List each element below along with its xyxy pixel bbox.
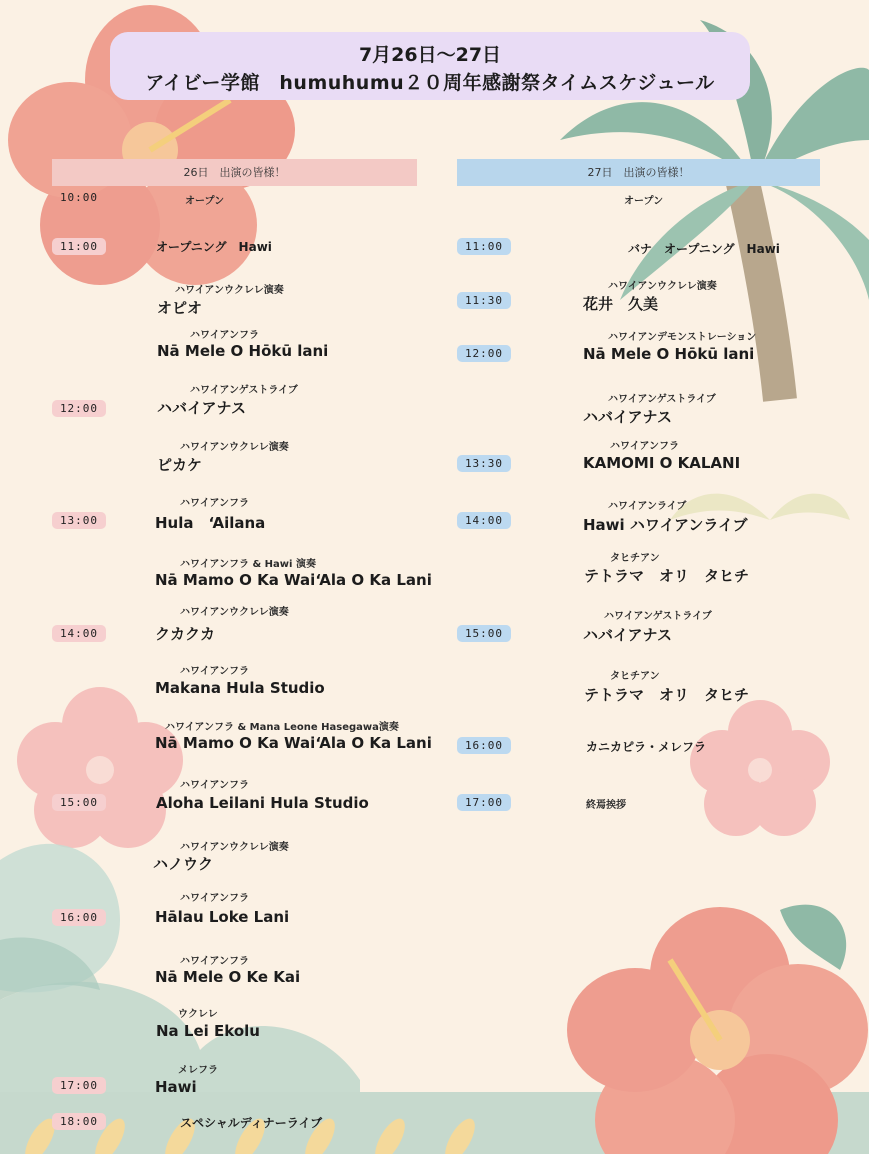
day26-entry-17-name: スペシャルディナーライブ [180, 1116, 323, 1130]
day26-entry-11-name: Aloha Leilani Hula Studio [156, 794, 369, 812]
day26-entry-8-genre: ハワイアンウクレレ演奏 [180, 607, 289, 618]
day26-entry-16-genre: メレフラ [178, 1065, 218, 1076]
day26-entry-12-name: ハノウク [153, 855, 214, 873]
day27-time-1100: 11:00 [457, 238, 511, 255]
day26-entry-14-genre: ハワイアンフラ [180, 956, 249, 967]
day27-entry-10-name: カニカピラ・メレフラ [586, 740, 707, 754]
day26-entry-9-genre: ハワイアンフラ [180, 666, 249, 677]
day26-entry-7-name: Nā Mamo O Ka Wai‘Ala O Ka Lani [155, 571, 432, 589]
day27-entry-4-genre: ハワイアンゲストライブ [608, 394, 716, 405]
day27-time-1500: 15:00 [457, 625, 511, 642]
day27-entry-4-name: ハバイアナス [583, 408, 672, 426]
day26-entry-3-genre: ハワイアンフラ [190, 330, 259, 341]
day27-entry-8-name: ハバイアナス [583, 626, 672, 644]
event-dates: 7月26日～27日 [358, 44, 502, 66]
day27-entry-1-name: バナ オープニング Hawi [628, 242, 780, 256]
day27-entry-5-genre: ハワイアンフラ [610, 441, 679, 452]
day26-entry-10-name: Nā Mamo O Ka Wai‘Ala O Ka Lani [155, 734, 432, 752]
day26-entry-6-genre: ハワイアンフラ [180, 498, 249, 509]
title-banner [110, 32, 750, 100]
day26-entry-4-genre: ハワイアンゲストライブ [190, 385, 298, 396]
day26-entry-2-genre: ハワイアンウクレレ演奏 [175, 285, 284, 296]
day27-entry-7-name: テトラマ オリ タヒチ [584, 567, 750, 585]
day26-time-1100: 11:00 [52, 238, 106, 255]
day26-entry-9-name: Makana Hula Studio [155, 679, 325, 697]
day26-time-1600: 16:00 [52, 909, 106, 926]
day27-entry-9-name: テトラマ オリ タヒチ [584, 686, 750, 704]
day26-entry-4-name: ハバイアナス [157, 399, 246, 417]
day26-time-1000: 10:00 [59, 191, 99, 204]
day26-entry-12-genre: ハワイアンウクレレ演奏 [180, 842, 289, 853]
day26-entry-13-name: Hālau Loke Lani [155, 908, 290, 926]
day27-entry-7-genre: タヒチアン [610, 553, 660, 564]
day27-time-1130: 11:30 [457, 292, 511, 309]
day26-entry-3-name: Nā Mele O Hōkū lani [157, 342, 329, 360]
day26-entry-14-name: Nā Mele O Ke Kai [155, 968, 301, 986]
day27-time-1700: 17:00 [457, 794, 511, 811]
day27-entry-0-genre: オープン [624, 196, 664, 207]
day26-entry-11-genre: ハワイアンフラ [180, 780, 249, 791]
day27-entry-2-genre: ハワイアンウクレレ演奏 [608, 281, 717, 292]
day26-header: 26日 出演の皆様！ [52, 159, 417, 186]
day27-entry-3-genre: ハワイアンデモンストレーション [608, 332, 757, 343]
day26-entry-13-genre: ハワイアンフラ [180, 893, 249, 904]
event-title: アイビー学館 humuhumu２０周年感謝祭タイムスケジュール [145, 72, 715, 94]
day27-entry-5-name: KAMOMI O KALANI [583, 454, 741, 472]
day26-entry-6-name: Hula ‘Ailana [155, 514, 266, 532]
day27-entry-11-name: 終焉挨拶 [586, 800, 626, 811]
day27-time-1400: 14:00 [457, 512, 511, 529]
day26-time-1400: 14:00 [52, 625, 106, 642]
day26-time-1500: 15:00 [52, 794, 106, 811]
day27-entry-3-name: Nā Mele O Hōkū lani [583, 345, 755, 363]
day26-entry-2-name: オピオ [157, 299, 203, 317]
day26-entry-10-genre: ハワイアンフラ & Mana Leone Hasegawa演奏 [165, 722, 399, 733]
day27-time-1200: 12:00 [457, 345, 511, 362]
day27-entry-6-name: Hawi ハワイアンライブ [583, 516, 748, 534]
day27-time-1330: 13:30 [457, 455, 511, 472]
day27-entry-2-name: 花井 久美 [583, 295, 659, 313]
day26-time-1300: 13:00 [52, 512, 106, 529]
day27-entry-8-genre: ハワイアンゲストライブ [604, 611, 712, 622]
day26-entry-16-name: Hawi [155, 1078, 197, 1096]
day26-entry-15-genre: ウクレレ [178, 1009, 218, 1020]
day27-entry-9-genre: タヒチアン [610, 671, 660, 682]
day27-header: 27日 出演の皆様！ [457, 159, 820, 186]
day26-entry-5-genre: ハワイアンウクレレ演奏 [180, 442, 289, 453]
day27-time-1600: 16:00 [457, 737, 511, 754]
day26-time-1200: 12:00 [52, 400, 106, 417]
day26-entry-7-genre: ハワイアンフラ & Hawi 演奏 [180, 559, 316, 570]
day26-entry-15-name: Na Lei Ekolu [156, 1022, 260, 1040]
day26-time-1800: 18:00 [52, 1113, 106, 1130]
day27-entry-6-genre: ハワイアンライブ [608, 501, 687, 512]
day26-entry-5-name: ピカケ [157, 456, 203, 474]
day26-time-1700: 17:00 [52, 1077, 106, 1094]
day26-entry-0-genre: オープン [185, 196, 225, 207]
day26-entry-1-name: オープニング Hawi [156, 240, 272, 254]
day26-entry-8-name: クカクカ [155, 625, 216, 643]
